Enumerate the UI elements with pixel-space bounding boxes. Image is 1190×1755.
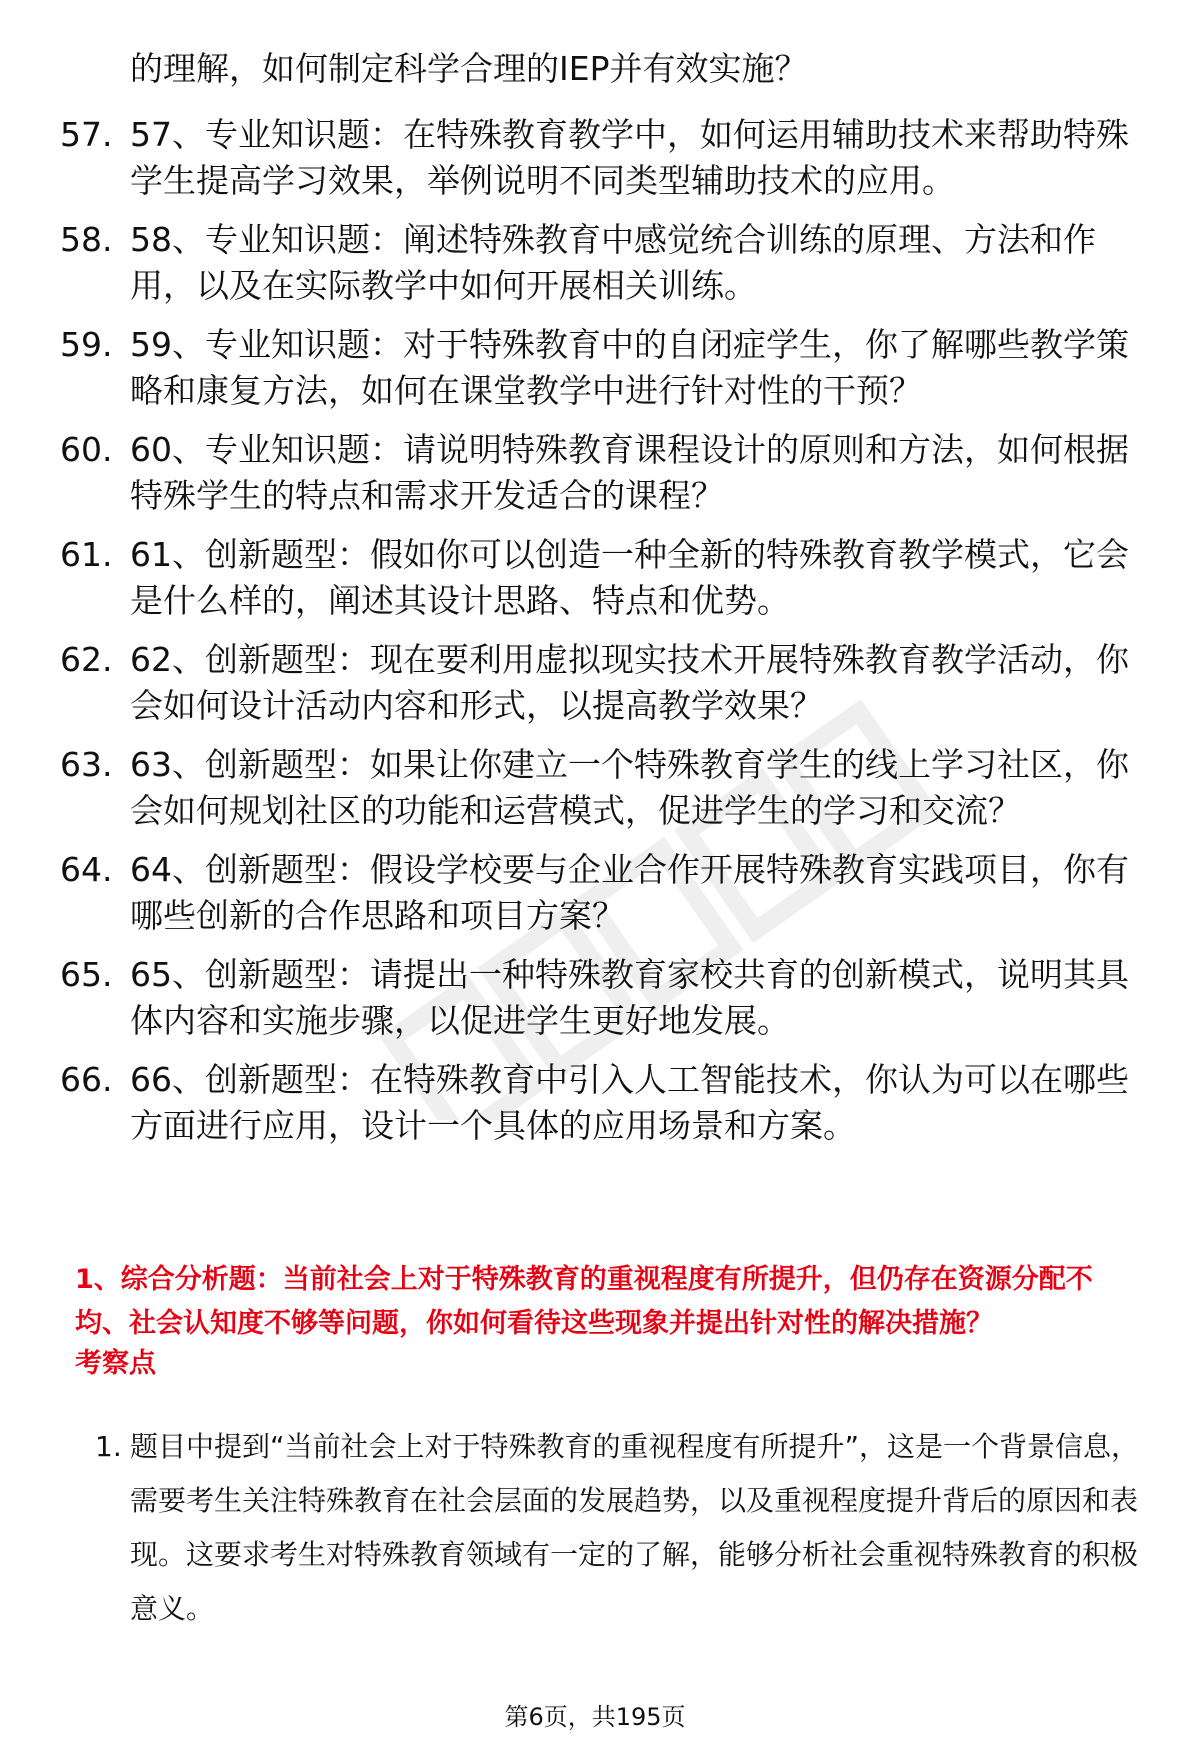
question-text: 57、专业知识题：在特殊教育教学中，如何运用辅助技术来帮助特殊学生提高学习效果，举例说明不同类型辅助技术的应用。: [130, 115, 1129, 200]
question-number: 65.: [60, 955, 113, 994]
list-item: [0, 1057, 1190, 1149]
question-text: 58、专业知识题：阐述特殊教育中感觉统合训练的原理、方法和作用，以及在实际教学中如何开展相关训练。: [130, 220, 1096, 305]
continuation-text: 的理解，如何制定科学合理的IEP并有效实施？: [130, 49, 808, 88]
question-text: 64、创新题型：假设学校要与企业合作开展特殊教育实践项目，你有哪些创新的合作思路和项目方案？: [130, 850, 1129, 935]
analysis-subheading: 考察点: [75, 1348, 156, 1379]
list-item: [0, 847, 1190, 939]
question-number: 60.: [60, 430, 113, 469]
list-item: [0, 217, 1190, 309]
question-number: 62.: [60, 640, 113, 679]
analysis-point: [0, 1420, 1190, 1636]
question-text: 65、创新题型：请提出一种特殊教育家校共育的创新模式，说明其具体内容和实施步骤，以促进学生更好地发展。: [130, 955, 1129, 1040]
analysis-heading: 1、综合分析题：当前社会上对于特殊教育的重视程度有所提升，但仍存在资源分配不均、社会认知度不够等问题，你如何看待这些现象并提出针对性的解决措施？: [75, 1264, 1093, 1339]
question-number: 59.: [60, 325, 113, 364]
question-text: 60、专业知识题：请说明特殊教育课程设计的原则和方法，如何根据特殊学生的特点和需求开发适合的课程？: [130, 430, 1129, 515]
list-item: [0, 532, 1190, 624]
question-number: 57.: [60, 115, 113, 154]
list-item: [0, 742, 1190, 834]
point-number: 1.: [95, 1430, 122, 1463]
page-footer: 第6页，共195页: [504, 1703, 686, 1731]
question-text: 63、创新题型：如果让你建立一个特殊教育学生的线上学习社区，你会如何规划社区的功能和运营模式，促进学生的学习和交流？: [130, 745, 1129, 830]
list-item: [0, 637, 1190, 729]
question-list: [0, 112, 1190, 1162]
question-text: 59、专业知识题：对于特殊教育中的自闭症学生，你了解哪些教学策略和康复方法，如何在课堂教学中进行针对性的干预？: [130, 325, 1129, 410]
list-item: [0, 952, 1190, 1044]
list-item: [0, 427, 1190, 519]
question-number: 58.: [60, 220, 113, 259]
point-text: 题目中提到“当前社会上对于特殊教育的重视程度有所提升”，这是一个背景信息，需要考生关注特殊教育在社会层面的发展趋势，以及重视程度提升背后的原因和表现。这要求考生对特殊教育领域有一定的了解，能够分析社会重视特殊教育的积极意义。: [130, 1430, 1140, 1625]
question-text: 61、创新题型：假如你可以创造一种全新的特殊教育教学模式，它会是什么样的，阐述其设计思路、特点和优势。: [130, 535, 1129, 620]
question-number: 61.: [60, 535, 113, 574]
list-item: [0, 112, 1190, 204]
question-text: 66、创新题型：在特殊教育中引入人工智能技术，你认为可以在哪些方面进行应用，设计一个具体的应用场景和方案。: [130, 1060, 1129, 1145]
list-item: [0, 322, 1190, 414]
question-number: 64.: [60, 850, 113, 889]
question-text: 62、创新题型：现在要利用虚拟现实技术开展特殊教育教学活动，你会如何设计活动内容和形式，以提高教学效果？: [130, 640, 1129, 725]
question-number: 63.: [60, 745, 113, 784]
question-number: 66.: [60, 1060, 113, 1099]
